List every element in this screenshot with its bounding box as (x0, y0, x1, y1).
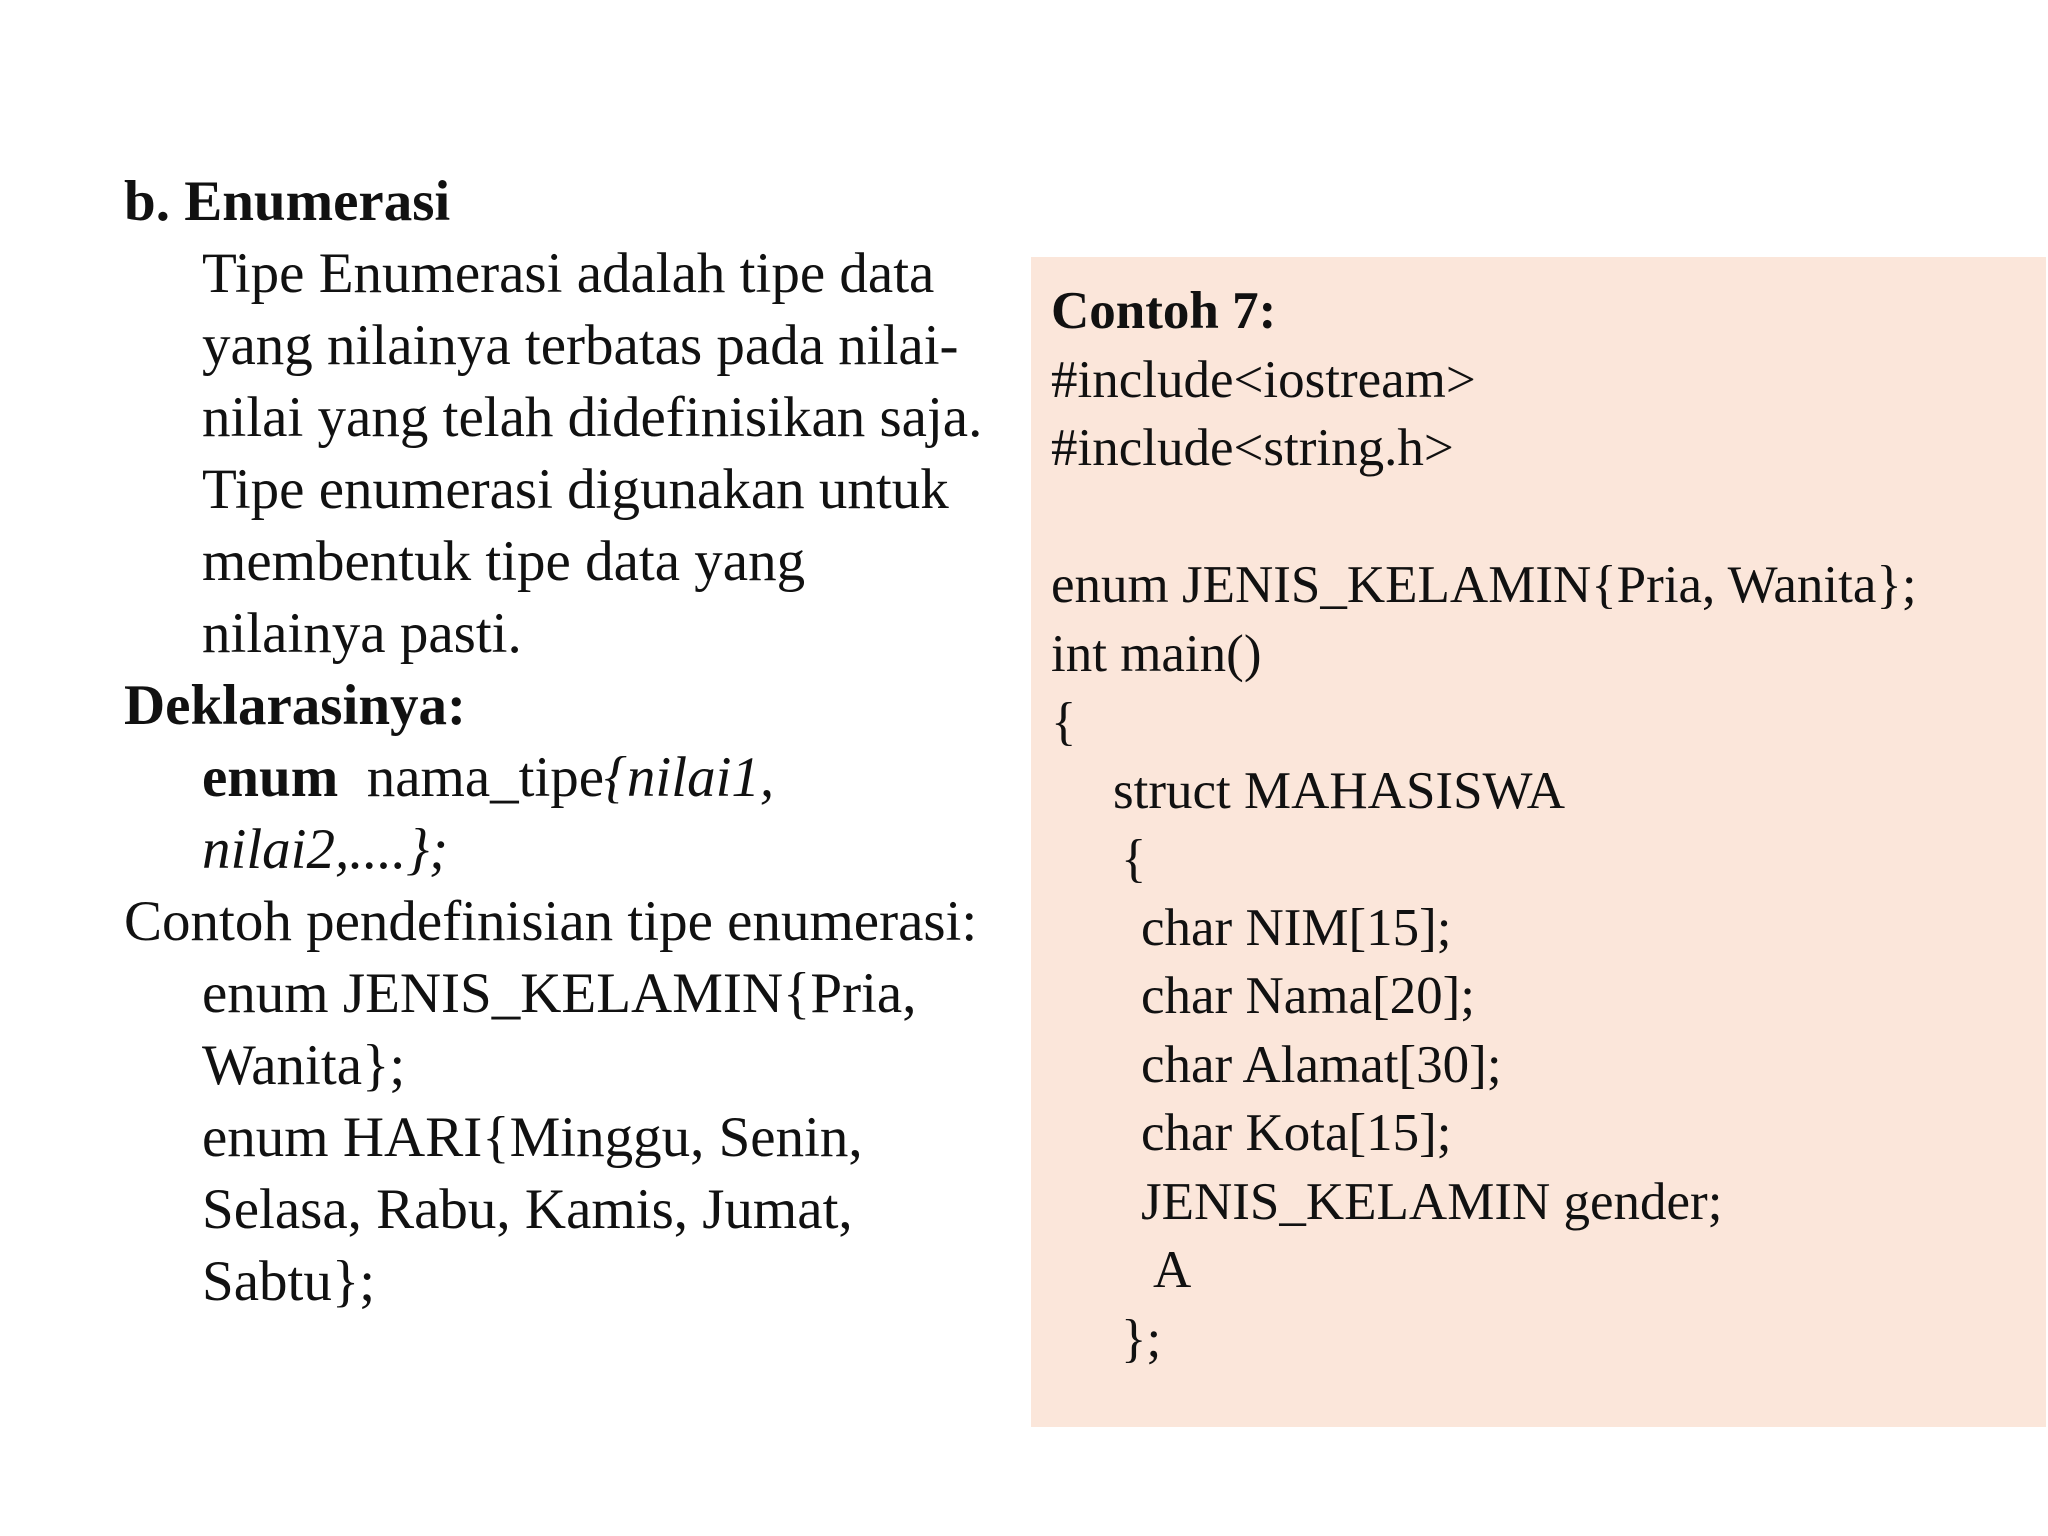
enumerasi-section (124, 166, 1024, 1318)
code-line: char Kota[15]; (1141, 1104, 1452, 1162)
code-line: { (1121, 830, 1147, 888)
example-line: Sabtu}; (202, 1250, 376, 1313)
code-line: char NIM[15]; (1141, 898, 1452, 957)
description-line: nilainya pasti. (202, 602, 522, 665)
code-line: char Nama[20]; (1141, 967, 1476, 1025)
enum-keyword: enum (202, 746, 339, 809)
example-line: Selasa, Rabu, Kamis, Jumat, (202, 1178, 853, 1241)
description-line: Tipe Enumerasi adalah tipe data (202, 242, 935, 305)
code-line: #include<string.h> (1051, 419, 1454, 477)
example-line: enum JENIS_KELAMIN{Pria, (202, 962, 917, 1025)
example-line: Wanita}; (202, 1034, 406, 1097)
description-line: nilai yang telah didefinisikan saja. (202, 386, 983, 449)
description-line: yang nilainya terbatas pada nilai- (202, 314, 959, 377)
declaration-heading: Deklarasinya: (124, 674, 466, 737)
code-listing (1051, 277, 1917, 1373)
description-line: Tipe enumerasi digunakan untuk (202, 458, 949, 521)
code-line: }; (1121, 1309, 1162, 1368)
section-heading: b. Enumerasi (124, 170, 451, 233)
example-title: Contoh 7: (1051, 282, 1277, 340)
code-line: struct MAHASISWA (1113, 761, 1565, 820)
code-line: #include<iostream> (1051, 350, 1476, 409)
code-line: { (1051, 693, 1077, 751)
example-heading: Contoh pendefinisian tipe enumerasi: (124, 890, 978, 953)
code-line: enum JENIS_KELAMIN{Pria, Wanita}; (1051, 556, 1917, 614)
code-line: JENIS_KELAMIN gender; (1141, 1172, 1723, 1231)
code-line: A (1153, 1241, 1192, 1299)
code-line (1051, 483, 1917, 552)
type-name: nama_tipe (338, 746, 605, 809)
enum-values: {nilai1, (604, 746, 775, 809)
description-line: membentuk tipe data yang (202, 530, 806, 593)
code-line: int main() (1051, 624, 1262, 683)
code-example-box (1031, 257, 2046, 1427)
code-line: char Alamat[30]; (1141, 1035, 1502, 1094)
example-line: enum HARI{Minggu, Senin, (202, 1106, 863, 1169)
declaration-syntax (124, 742, 1024, 814)
enum-values-continued: nilai2,....}; (202, 818, 449, 881)
